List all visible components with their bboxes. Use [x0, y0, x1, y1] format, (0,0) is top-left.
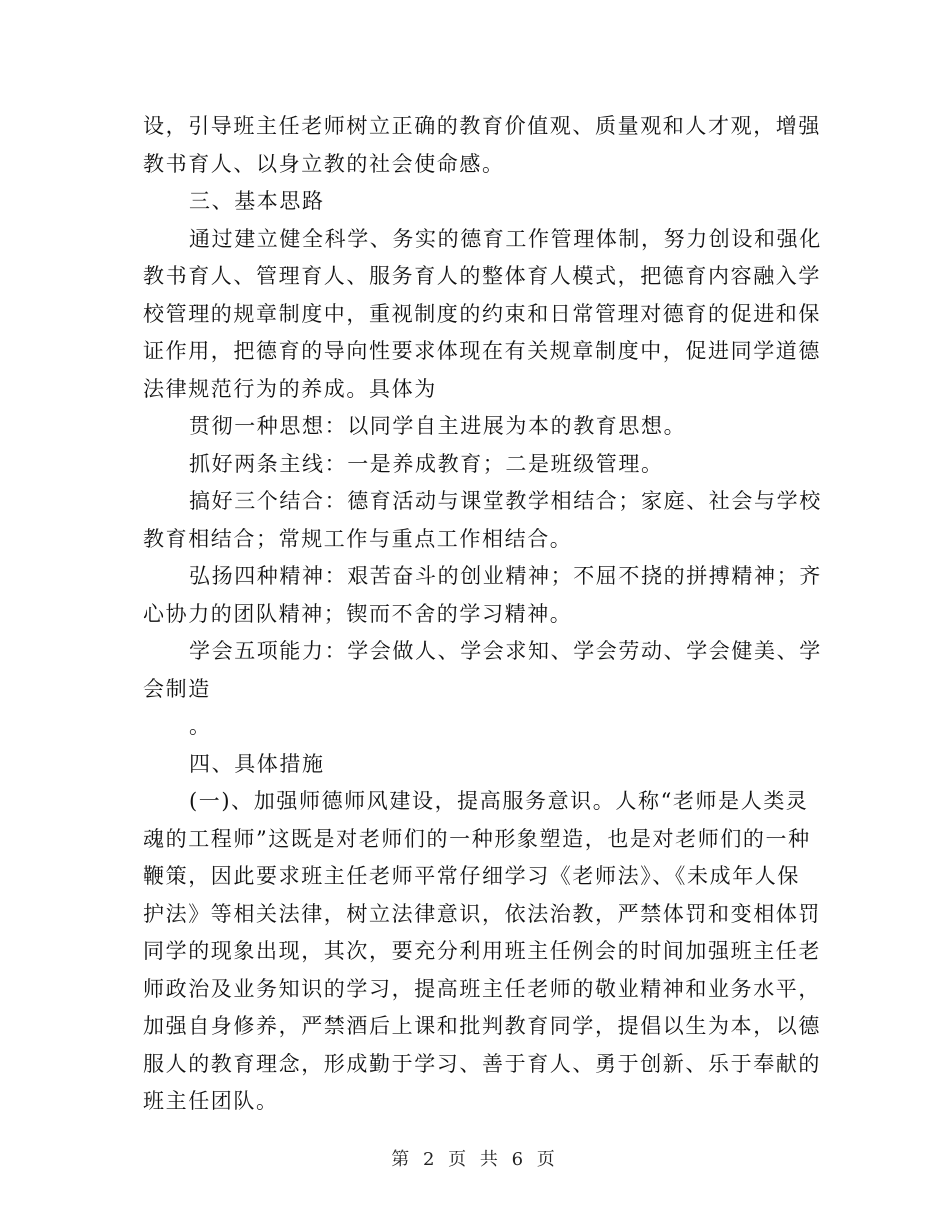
text-line: 护法》等相关法律，树立法律意识，依法治教，严禁体罚和变相体罚	[143, 901, 821, 926]
section-heading: 四、具体措施	[189, 751, 325, 776]
text-line: 弘扬四种精神：艰苦奋斗的创业精神；不屈不挠的拼搏精神；齐	[189, 564, 822, 588]
text-line: 魂的工程师”这既是对老师们的一种形象塑造，也是对老师们的一种	[143, 826, 811, 851]
text-line: 校管理的规章制度中，重视制度的约束和日常管理对德育的促进和保	[143, 301, 821, 326]
text-line: 搞好三个结合：德育活动与课堂教学相结合；家庭、社会与学校	[189, 489, 822, 513]
text-line: 通过建立健全科学、务实的德育工作管理体制，努力创设和强化	[189, 226, 822, 251]
text-line: 心协力的团队精神；锲而不舍的学习精神。	[143, 601, 573, 626]
section-heading: 三、基本思路	[189, 189, 325, 213]
text-line: 设，引导班主任老师树立正确的教育价值观、质量观和人才观，增强	[143, 114, 821, 138]
text-line: 。	[189, 714, 212, 738]
text-line: (一)、加强师德师风建设，提高服务意识。人称“老师是人类灵	[189, 789, 809, 813]
text-line: 证作用，把德育的导向性要求体现在有关规章制度中，促进同学道德	[143, 339, 821, 363]
text-line: 学会五项能力：学会做人、学会求知、学会劳动、学会健美、学	[189, 639, 822, 663]
text-line: 法律规范行为的养成。具体为	[143, 376, 437, 401]
text-line: 会制造	[143, 676, 211, 701]
text-line: 服人的教育理念，形成勤于学习、善于育人、勇于创新、乐于奉献的	[143, 1051, 821, 1076]
document-body	[143, 108, 822, 1121]
text-line: 加强自身修养，严禁酒后上课和批判教育同学，提倡以生为本，以德	[143, 1014, 821, 1038]
text-line: 贯彻一种思想：以同学自主进展为本的教育思想。	[189, 414, 687, 438]
text-line: 鞭策，因此要求班主任老师平常仔细学习《老师法》、《未成年人保	[143, 864, 800, 888]
text-line: 班主任团队。	[143, 1089, 279, 1113]
text-line: 教育相结合；常规工作与重点工作相结合。	[143, 526, 573, 551]
text-line: 同学的现象出现，其次，要充分利用班主任例会的时间加强班主任老	[143, 939, 821, 963]
text-line: 教书育人、管理育人、服务育人的整体育人模式，把德育内容融入学	[143, 264, 821, 288]
text-line: 抓好两条主线：一是养成教育；二是班级管理。	[189, 451, 664, 476]
text-line: 教书育人、以身立教的社会使命感。	[143, 151, 505, 176]
text-line: 师政治及业务知识的学习，提高班主任老师的敬业精神和业务水平，	[143, 976, 821, 1001]
page-footer: 第 2 页 共 6 页	[391, 1149, 559, 1170]
